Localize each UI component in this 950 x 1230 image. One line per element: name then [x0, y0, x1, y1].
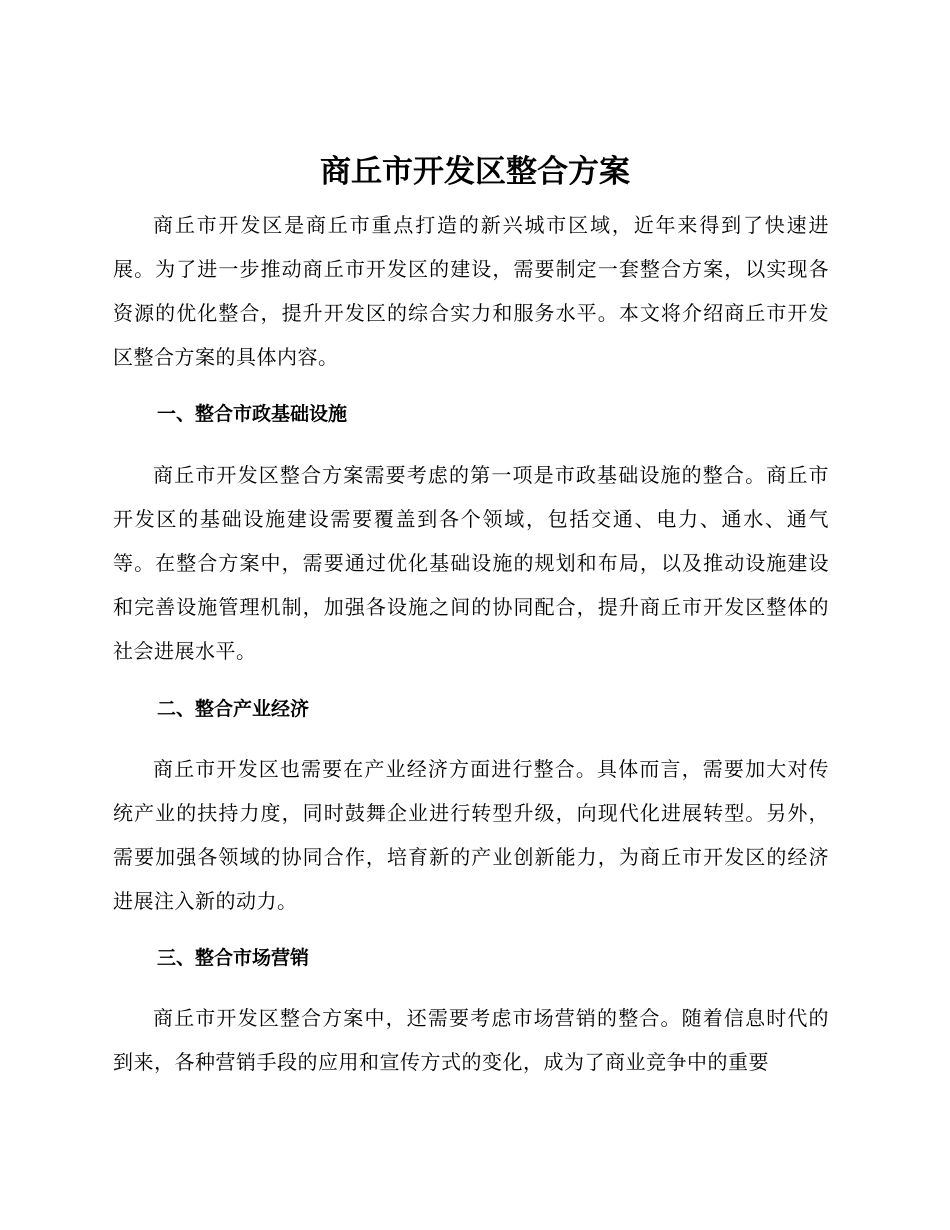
section-2-paragraph: 商丘市开发区也需要在产业经济方面进行整合。具体而言，需要加大对传统产业的扶持力度，同时鼓舞企业进行转型升级，向现代化进展转型。另外，需要加强各领域的协同合作，培育新的产业创新能力，为商丘市开发区的经济进展注入新的动力。 [113, 757, 829, 913]
intro-block [113, 203, 829, 379]
section-2-heading: 二、整合产业经济 [157, 698, 310, 720]
section-1-heading: 一、整合市政基础设施 [157, 403, 348, 425]
section-1-heading-block [113, 399, 829, 429]
section-2-body-block [113, 747, 829, 923]
section-1-paragraph: 商丘市开发区整合方案需要考虑的第一项是市政基础设施的整合。商丘市开发区的基础设施建设需要覆盖到各个领域，包括交通、电力、通水、通气等。在整合方案中，需要通过优化基础设施的规划和布局，以及推动设施建设和完善设施管理机制，加强各设施之间的协同配合，提升商丘市开发区整体的社会进展水平。 [113, 463, 829, 663]
document-title: 商丘市开发区整合方案 [320, 154, 630, 190]
section-3-heading-block [113, 943, 829, 973]
section-3-body-block [113, 996, 829, 1084]
section-1-body-block [113, 453, 829, 673]
section-3-heading: 三、整合市场营销 [157, 947, 310, 969]
intro-paragraph: 商丘市开发区是商丘市重点打造的新兴城市区域，近年来得到了快速进展。为了进一步推动商丘市开发区的建设，需要制定一套整合方案，以实现各资源的优化整合，提升开发区的综合实力和服务水平。本文将介绍商丘市开发区整合方案的具体内容。 [113, 213, 829, 369]
section-3-paragraph: 商丘市开发区整合方案中，还需要考虑市场营销的整合。随着信息时代的到来，各种营销手段的应用和宣传方式的变化，成为了商业竞争中的重要 [113, 1006, 829, 1074]
section-2-heading-block [113, 694, 829, 724]
